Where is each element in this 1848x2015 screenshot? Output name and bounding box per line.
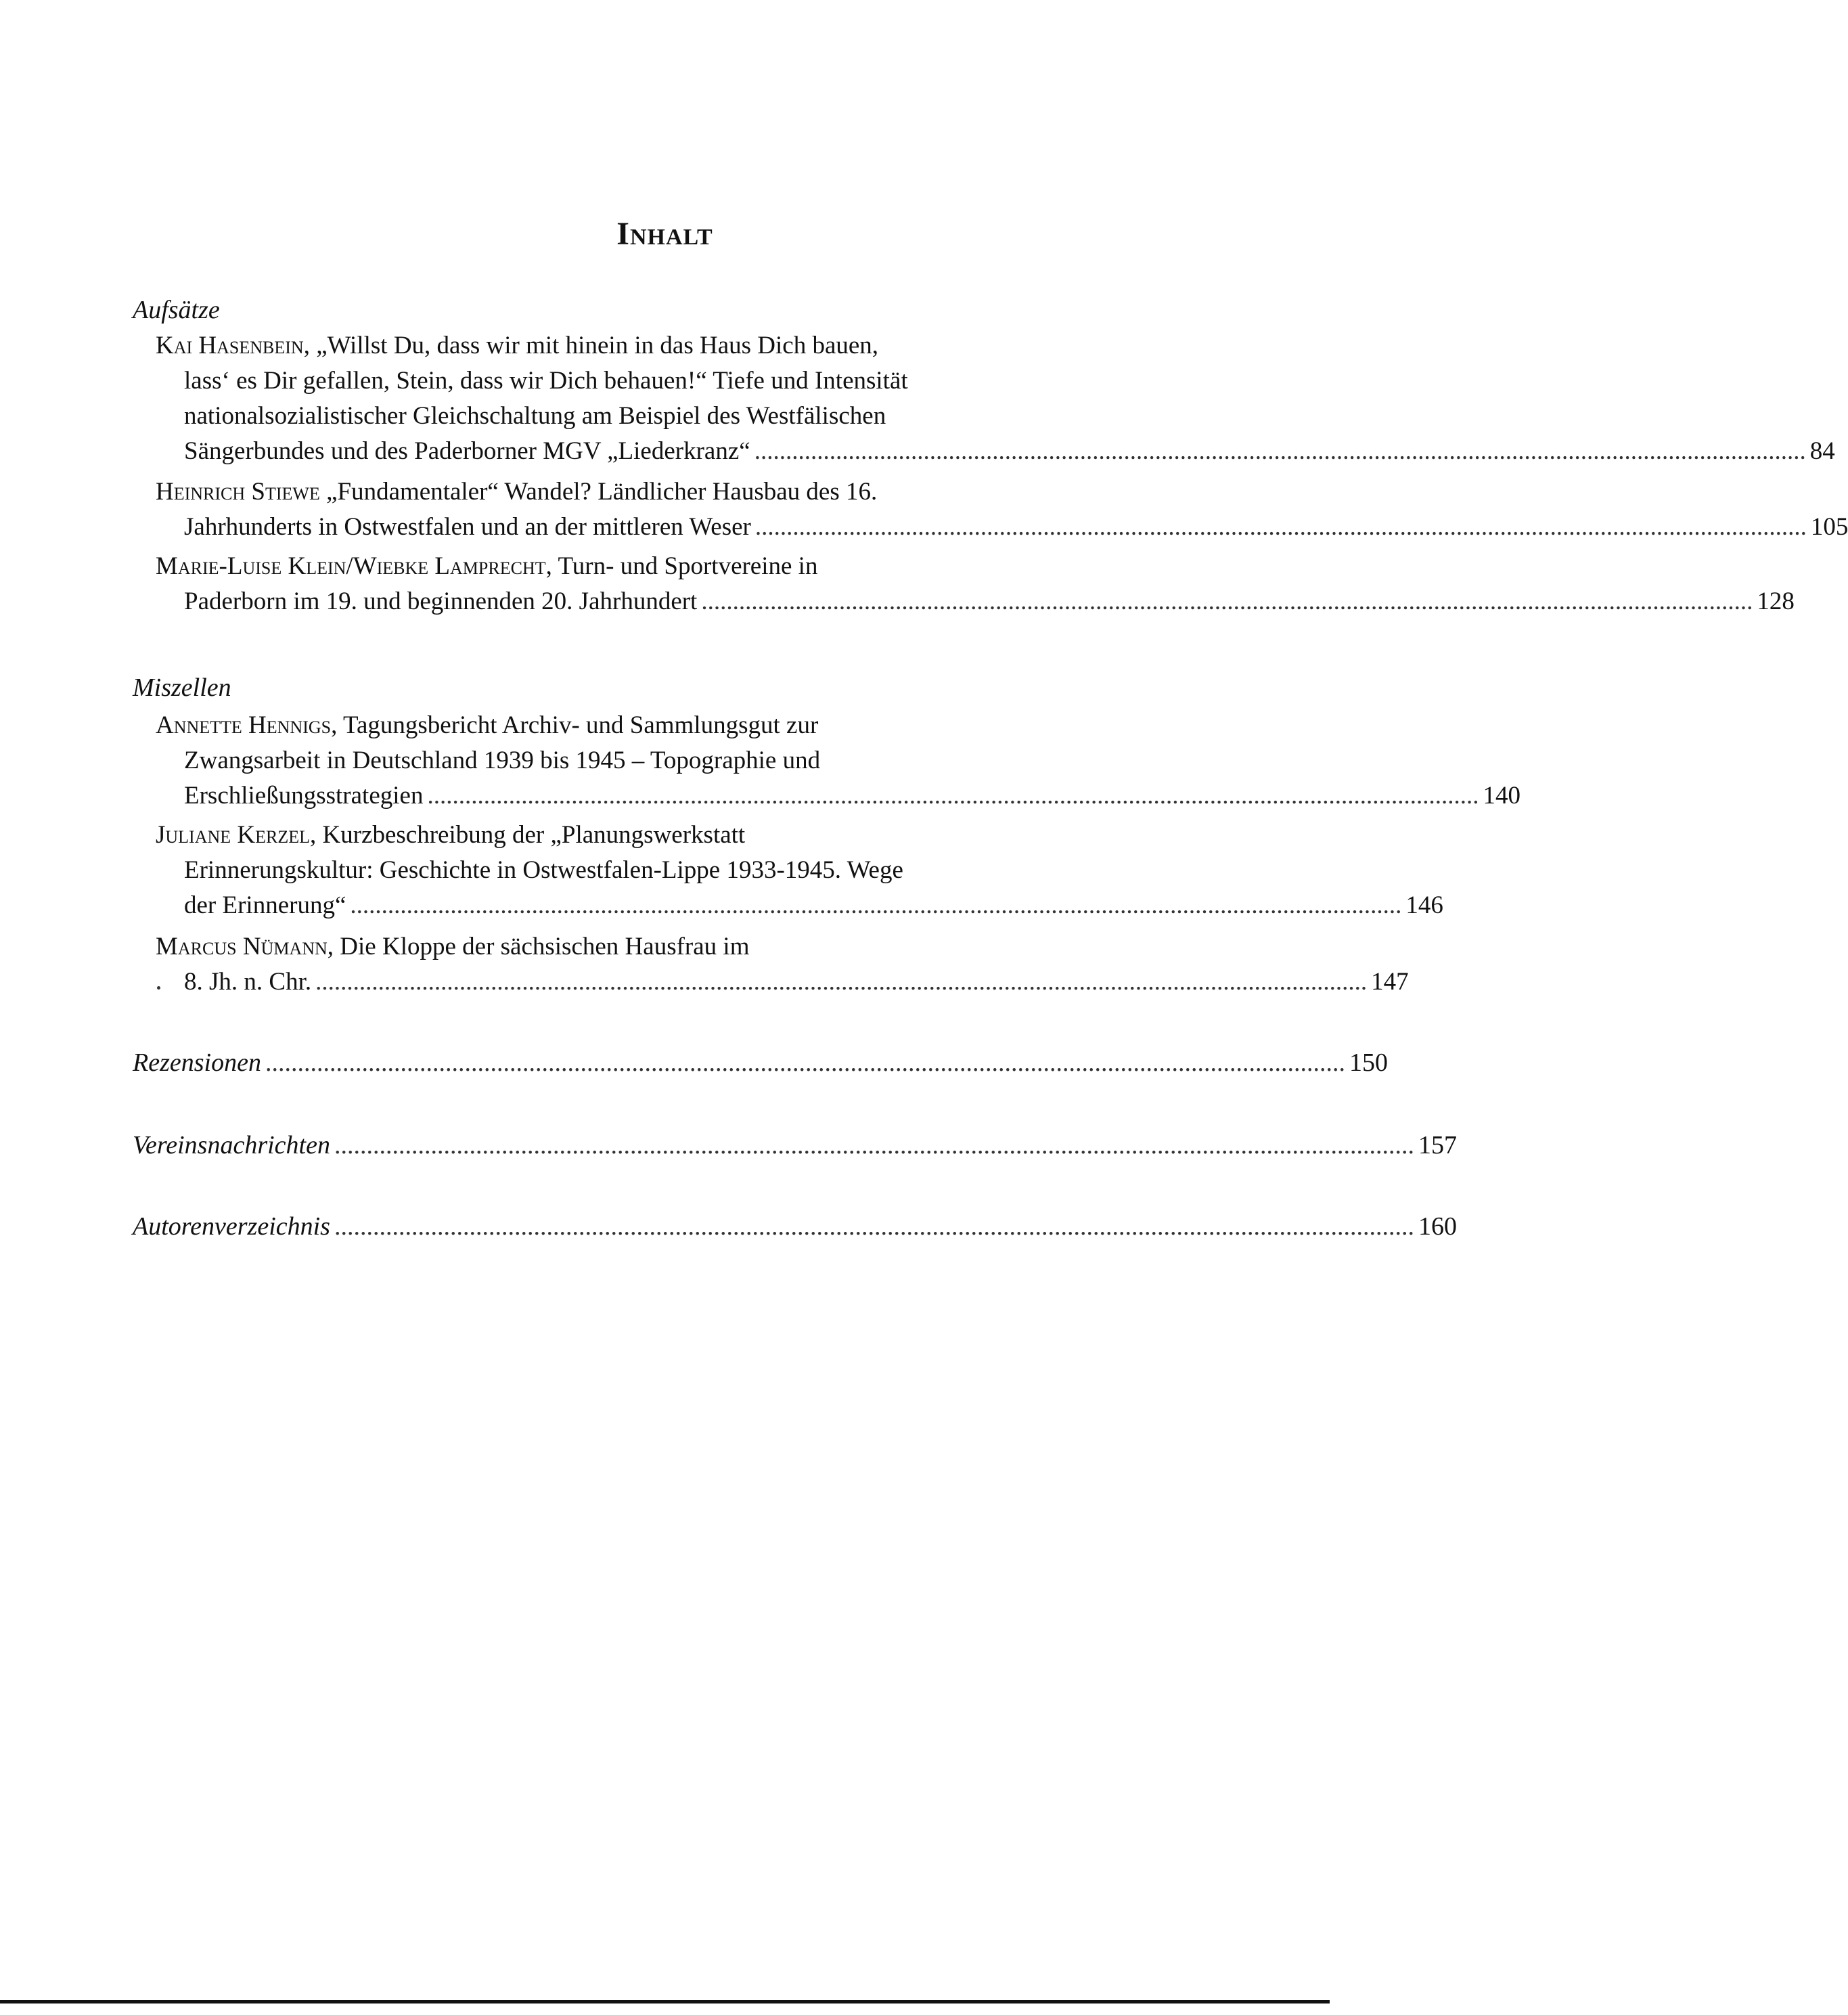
entry-author: Annette Hennigs <box>156 711 332 739</box>
page-title: Inhalt <box>616 216 713 252</box>
toc-entry-autorenverzeichnis[interactable] <box>133 1212 1457 1241</box>
entry-title-start: , Turn- und Sportvereine in <box>545 552 818 580</box>
page-number: 84 <box>1809 437 1835 465</box>
entry-title-start: , Die Kloppe der sächsischen Hausfrau im <box>327 933 750 960</box>
toc-entry-rezensionen[interactable] <box>133 1048 1388 1078</box>
entry-title-end: 8. Jh. n. Chr. <box>184 968 312 996</box>
entry-last-line <box>156 434 1835 469</box>
entry-last-line <box>156 510 1848 545</box>
toc-entry-hasenbein[interactable] <box>156 328 1835 469</box>
dot-leader: ........................................................................................................................................................................ <box>315 968 1368 996</box>
page-number: 146 <box>1405 891 1443 919</box>
entry-author: Heinrich Stiewe <box>156 478 320 506</box>
page-number: 140 <box>1483 782 1520 810</box>
page-number: 150 <box>1349 1048 1388 1077</box>
section-heading-miszellen: Miszellen <box>133 673 231 702</box>
bottom-rule <box>0 2000 1330 2003</box>
entry-first-line <box>156 708 1114 743</box>
dot-leader: ........................................................................................................................................................................ <box>350 891 1402 919</box>
toc-entry-klein-lamprecht[interactable] <box>156 549 1795 619</box>
toc-entry-stiewe[interactable] <box>156 474 1848 545</box>
dot-leader: ........................................................................................................................................................................ <box>701 588 1753 615</box>
entry-continuation-line: Zwangsarbeit in Deutschland 1939 bis 1945 – Topographie und <box>184 747 821 774</box>
entry-first-line <box>156 929 1114 965</box>
section-label: Rezensionen <box>133 1048 261 1077</box>
entry-author: Marie-Luise Klein/Wiebke Lamprecht <box>156 552 546 580</box>
entry-continuation-line: nationalsozialistischer Gleichschaltung am Beispiel des Westfälischen <box>184 402 886 430</box>
toc-entry-vereinsnachrichten[interactable] <box>133 1130 1457 1160</box>
entry-title-end: der Erinnerung“ <box>184 891 346 919</box>
section-label: Autorenverzeichnis <box>133 1212 330 1241</box>
entry-first-line <box>156 818 1114 853</box>
toc-entry-hennigs[interactable] <box>156 708 1520 814</box>
entry-title-start: , Kurzbeschreibung der „Planungswerkstatt <box>310 821 746 849</box>
entry-title-end: Erschließungsstrategien <box>184 782 424 810</box>
dot-leader: ........................................................................................................................................................................ <box>427 782 1479 810</box>
scan-speck <box>157 986 160 990</box>
entry-author: Kai Hasenbein <box>156 332 304 359</box>
entry-last-line <box>156 888 1443 923</box>
page-number: 160 <box>1418 1212 1457 1241</box>
entry-title-start: „Fundamentaler“ Wandel? Ländlicher Hausbau des 16. <box>319 478 878 506</box>
entry-title-end: Sängerbundes und des Paderborner MGV „Liederkranz“ <box>184 437 750 465</box>
dot-leader: ........................................................................................................................................................................ <box>334 1131 1414 1159</box>
page-number: 105 <box>1810 513 1848 541</box>
toc-entry-kerzel[interactable] <box>156 818 1443 923</box>
section-heading-aufsaetze: Aufsätze <box>133 296 220 324</box>
dot-leader: ........................................................................................................................................................................ <box>754 513 1807 541</box>
entry-title-start: , „Willst Du, dass wir mit hinein in das Haus Dich bauen, <box>303 332 879 359</box>
page-number: 147 <box>1371 968 1409 996</box>
entry-author: Juliane Kerzel <box>156 821 310 849</box>
entry-continuation-line: lass‘ es Dir gefallen, Stein, dass wir Dich behauen!“ Tiefe und Intensität <box>184 367 908 395</box>
dot-leader: ........................................................................................................................................................................ <box>754 437 1806 465</box>
dot-leader: ........................................................................................................................................................................ <box>334 1212 1414 1241</box>
entry-continuation-line: Erinnerungskultur: Geschichte in Ostwestfalen-Lippe 1933-1945. Wege <box>184 856 903 884</box>
dot-leader: ........................................................................................................................................................................ <box>265 1048 1345 1077</box>
entry-last-line <box>156 778 1520 814</box>
entry-last-line <box>156 965 1409 1000</box>
entry-first-line <box>156 549 1114 584</box>
section-label: Vereinsnachrichten <box>133 1131 330 1159</box>
toc-entry-nuemann[interactable] <box>156 929 1409 1000</box>
entry-title-end: Paderborn im 19. und beginnenden 20. Jahrhundert <box>184 588 698 615</box>
entry-last-line <box>156 584 1795 619</box>
entry-title-end: Jahrhunderts in Ostwestfalen und an der mittleren Weser <box>184 513 751 541</box>
entry-title-start: , Tagungsbericht Archiv- und Sammlungsgut zur <box>331 711 819 739</box>
page-number: 128 <box>1757 588 1795 615</box>
entry-first-line <box>156 328 1114 363</box>
entry-first-line <box>156 474 1114 510</box>
page-number: 157 <box>1418 1131 1457 1159</box>
entry-author: Marcus Nümann <box>156 933 328 960</box>
